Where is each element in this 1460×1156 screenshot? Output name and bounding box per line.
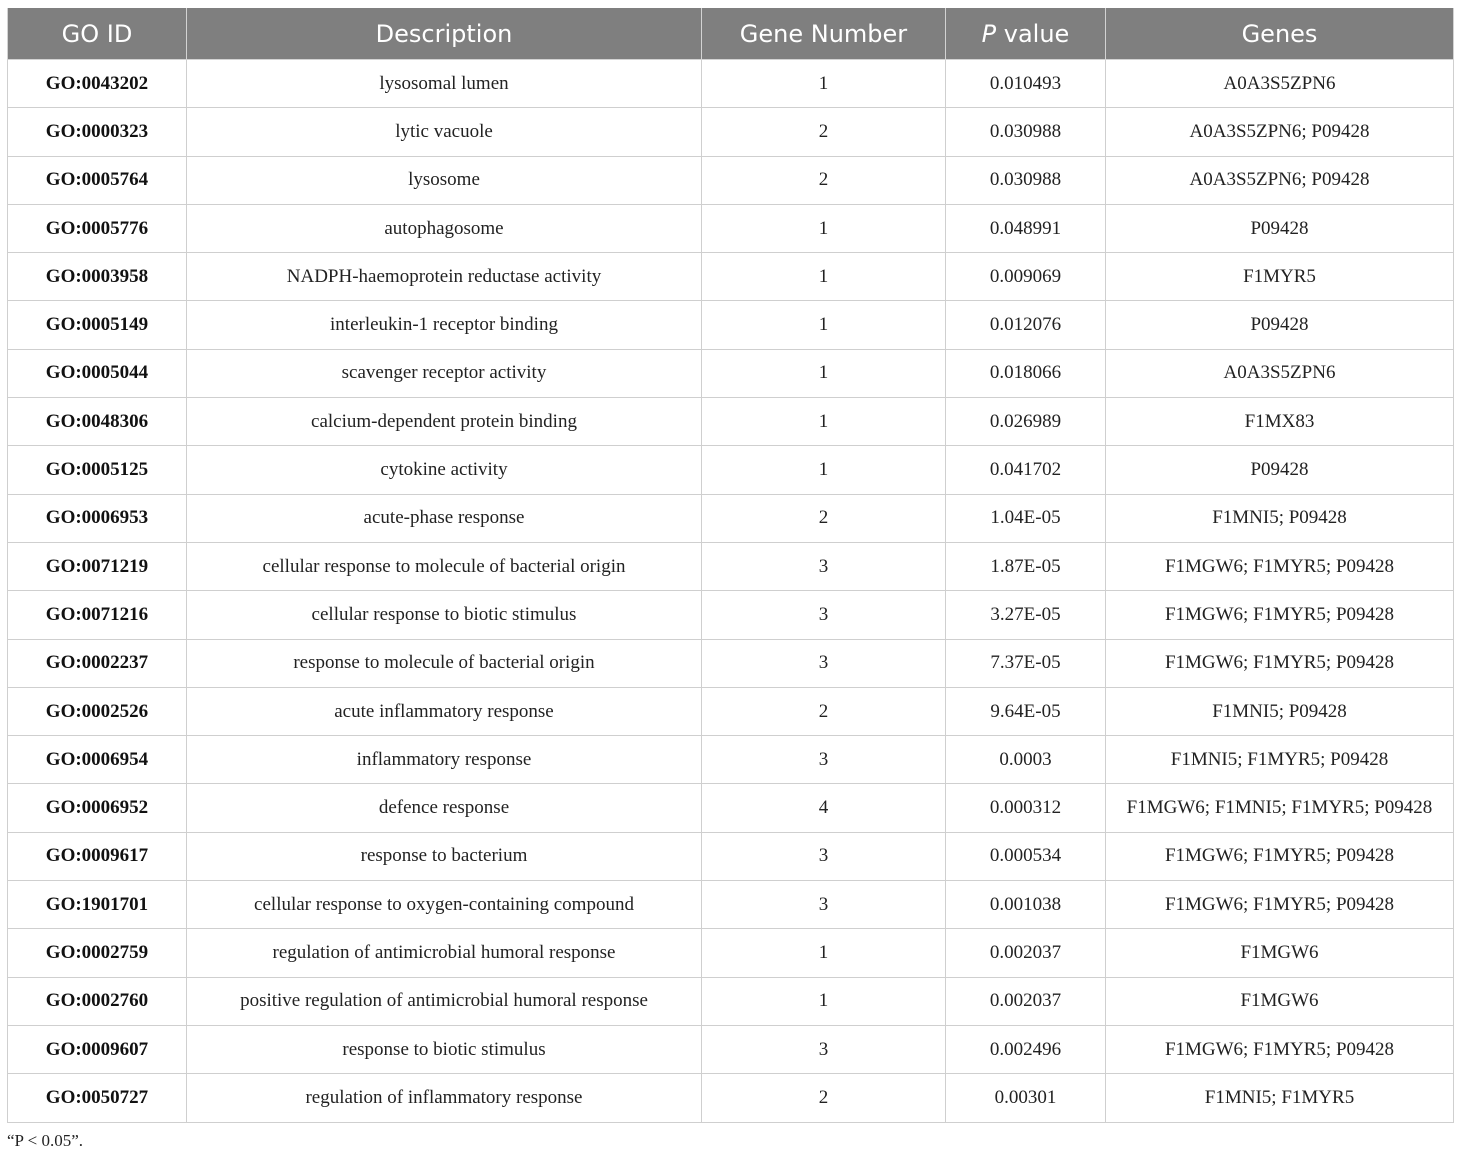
- table-row: [8, 108, 1454, 156]
- cell-genes: F1MGW6; F1MYR5; P09428: [1106, 591, 1454, 639]
- cell-genes: F1MGW6; F1MNI5; F1MYR5; P09428: [1106, 784, 1454, 832]
- header-p-value: [946, 8, 1106, 60]
- cell-go-id: GO:0006954: [8, 736, 187, 784]
- cell-gene-number: 1: [702, 929, 946, 977]
- cell-go-id: GO:0071216: [8, 591, 187, 639]
- table-row: [8, 446, 1454, 494]
- cell-genes: F1MGW6; F1MYR5; P09428: [1106, 881, 1454, 929]
- cell-go-id: GO:0005125: [8, 446, 187, 494]
- cell-description: acute inflammatory response: [187, 687, 702, 735]
- cell-genes: P09428: [1106, 204, 1454, 252]
- cell-genes: P09428: [1106, 446, 1454, 494]
- cell-genes: A0A3S5ZPN6; P09428: [1106, 156, 1454, 204]
- table-row: [8, 301, 1454, 349]
- cell-go-id: GO:0050727: [8, 1074, 187, 1122]
- go-enrichment-table-wrapper: [7, 8, 1453, 1123]
- cell-go-id: GO:0003958: [8, 253, 187, 301]
- cell-gene-number: 4: [702, 784, 946, 832]
- cell-go-id: GO:0071219: [8, 542, 187, 590]
- table-row: [8, 687, 1454, 735]
- cell-description: cellular response to molecule of bacterial origin: [187, 542, 702, 590]
- cell-p-value: 1.04E-05: [946, 494, 1106, 542]
- cell-description: inflammatory response: [187, 736, 702, 784]
- cell-go-id: GO:0043202: [8, 60, 187, 108]
- table-row: [8, 398, 1454, 446]
- cell-genes: F1MX83: [1106, 398, 1454, 446]
- cell-go-id: GO:0002237: [8, 639, 187, 687]
- cell-gene-number: 1: [702, 977, 946, 1025]
- cell-gene-number: 1: [702, 253, 946, 301]
- cell-p-value: 0.026989: [946, 398, 1106, 446]
- cell-go-id: GO:0002760: [8, 977, 187, 1025]
- cell-genes: F1MYR5: [1106, 253, 1454, 301]
- cell-genes: A0A3S5ZPN6; P09428: [1106, 108, 1454, 156]
- cell-gene-number: 2: [702, 1074, 946, 1122]
- cell-description: lysosomal lumen: [187, 60, 702, 108]
- cell-genes: F1MNI5; P09428: [1106, 687, 1454, 735]
- cell-description: autophagosome: [187, 204, 702, 252]
- cell-p-value: 1.87E-05: [946, 542, 1106, 590]
- cell-go-id: GO:0000323: [8, 108, 187, 156]
- header-gene-number: Gene Number: [702, 8, 946, 60]
- cell-gene-number: 3: [702, 736, 946, 784]
- table-row: [8, 253, 1454, 301]
- cell-description: lysosome: [187, 156, 702, 204]
- table-row: [8, 736, 1454, 784]
- cell-go-id: GO:0005776: [8, 204, 187, 252]
- table-footnote: “P < 0.05”.: [7, 1131, 84, 1150]
- cell-go-id: GO:0005764: [8, 156, 187, 204]
- cell-gene-number: 2: [702, 108, 946, 156]
- cell-gene-number: 1: [702, 301, 946, 349]
- cell-p-value: 0.041702: [946, 446, 1106, 494]
- cell-gene-number: 3: [702, 1025, 946, 1073]
- cell-p-value: 0.048991: [946, 204, 1106, 252]
- go-enrichment-table: [7, 8, 1454, 1123]
- header-p-italic: P: [981, 19, 997, 48]
- cell-p-value: 9.64E-05: [946, 687, 1106, 735]
- cell-genes: A0A3S5ZPN6: [1106, 349, 1454, 397]
- cell-genes: F1MGW6; F1MYR5; P09428: [1106, 1025, 1454, 1073]
- cell-go-id: GO:0006952: [8, 784, 187, 832]
- table-row: [8, 591, 1454, 639]
- cell-gene-number: 2: [702, 156, 946, 204]
- cell-p-value: 0.030988: [946, 156, 1106, 204]
- cell-gene-number: 3: [702, 881, 946, 929]
- table-row: [8, 639, 1454, 687]
- cell-description: regulation of inflammatory response: [187, 1074, 702, 1122]
- header-genes: Genes: [1106, 8, 1454, 60]
- cell-description: response to biotic stimulus: [187, 1025, 702, 1073]
- cell-description: cellular response to oxygen-containing compound: [187, 881, 702, 929]
- table-row: [8, 784, 1454, 832]
- cell-p-value: 0.002496: [946, 1025, 1106, 1073]
- cell-go-id: GO:0002526: [8, 687, 187, 735]
- cell-description: response to molecule of bacterial origin: [187, 639, 702, 687]
- cell-p-value: 0.00301: [946, 1074, 1106, 1122]
- cell-description: response to bacterium: [187, 832, 702, 880]
- cell-go-id: GO:0009617: [8, 832, 187, 880]
- cell-gene-number: 3: [702, 591, 946, 639]
- cell-genes: F1MGW6; F1MYR5; P09428: [1106, 542, 1454, 590]
- cell-p-value: 0.012076: [946, 301, 1106, 349]
- cell-genes: F1MNI5; P09428: [1106, 494, 1454, 542]
- table-row: [8, 204, 1454, 252]
- cell-gene-number: 2: [702, 494, 946, 542]
- cell-description: interleukin-1 receptor binding: [187, 301, 702, 349]
- cell-gene-number: 2: [702, 687, 946, 735]
- table-row: [8, 977, 1454, 1025]
- cell-gene-number: 1: [702, 446, 946, 494]
- header-description: Description: [187, 8, 702, 60]
- cell-gene-number: 3: [702, 542, 946, 590]
- cell-description: positive regulation of antimicrobial humoral response: [187, 977, 702, 1025]
- table-row: [8, 494, 1454, 542]
- cell-genes: F1MGW6; F1MYR5; P09428: [1106, 639, 1454, 687]
- cell-genes: F1MGW6: [1106, 977, 1454, 1025]
- cell-description: scavenger receptor activity: [187, 349, 702, 397]
- table-row: [8, 349, 1454, 397]
- cell-description: defence response: [187, 784, 702, 832]
- cell-genes: F1MGW6; F1MYR5; P09428: [1106, 832, 1454, 880]
- cell-p-value: 0.018066: [946, 349, 1106, 397]
- table-row: [8, 156, 1454, 204]
- cell-p-value: 0.0003: [946, 736, 1106, 784]
- cell-gene-number: 3: [702, 639, 946, 687]
- table-row: [8, 1074, 1454, 1122]
- cell-genes: A0A3S5ZPN6: [1106, 60, 1454, 108]
- cell-p-value: 0.009069: [946, 253, 1106, 301]
- cell-go-id: GO:0009607: [8, 1025, 187, 1073]
- cell-description: calcium-dependent protein binding: [187, 398, 702, 446]
- cell-go-id: GO:0002759: [8, 929, 187, 977]
- cell-p-value: 0.000312: [946, 784, 1106, 832]
- cell-description: regulation of antimicrobial humoral response: [187, 929, 702, 977]
- table-row: [8, 60, 1454, 108]
- cell-p-value: 0.002037: [946, 929, 1106, 977]
- cell-p-value: 3.27E-05: [946, 591, 1106, 639]
- cell-genes: F1MNI5; F1MYR5: [1106, 1074, 1454, 1122]
- table-row: [8, 542, 1454, 590]
- cell-gene-number: 1: [702, 349, 946, 397]
- header-go-id: GO ID: [8, 8, 187, 60]
- cell-p-value: 0.000534: [946, 832, 1106, 880]
- cell-description: acute-phase response: [187, 494, 702, 542]
- table-row: [8, 881, 1454, 929]
- cell-genes: F1MGW6: [1106, 929, 1454, 977]
- cell-description: lytic vacuole: [187, 108, 702, 156]
- cell-go-id: GO:0005044: [8, 349, 187, 397]
- header-p-rest: value: [996, 19, 1070, 48]
- header-row: [8, 8, 1454, 60]
- cell-go-id: GO:0048306: [8, 398, 187, 446]
- cell-go-id: GO:0005149: [8, 301, 187, 349]
- cell-description: NADPH-haemoprotein reductase activity: [187, 253, 702, 301]
- cell-gene-number: 3: [702, 832, 946, 880]
- cell-genes: F1MNI5; F1MYR5; P09428: [1106, 736, 1454, 784]
- cell-p-value: 0.001038: [946, 881, 1106, 929]
- table-header: [8, 8, 1454, 60]
- cell-gene-number: 1: [702, 204, 946, 252]
- cell-p-value: 0.002037: [946, 977, 1106, 1025]
- cell-description: cytokine activity: [187, 446, 702, 494]
- cell-description: cellular response to biotic stimulus: [187, 591, 702, 639]
- table-row: [8, 1025, 1454, 1073]
- cell-go-id: GO:0006953: [8, 494, 187, 542]
- table-row: [8, 929, 1454, 977]
- cell-genes: P09428: [1106, 301, 1454, 349]
- cell-gene-number: 1: [702, 60, 946, 108]
- cell-gene-number: 1: [702, 398, 946, 446]
- cell-p-value: 7.37E-05: [946, 639, 1106, 687]
- cell-go-id: GO:1901701: [8, 881, 187, 929]
- cell-p-value: 0.030988: [946, 108, 1106, 156]
- table-row: [8, 832, 1454, 880]
- cell-p-value: 0.010493: [946, 60, 1106, 108]
- table-body: [8, 60, 1454, 1123]
